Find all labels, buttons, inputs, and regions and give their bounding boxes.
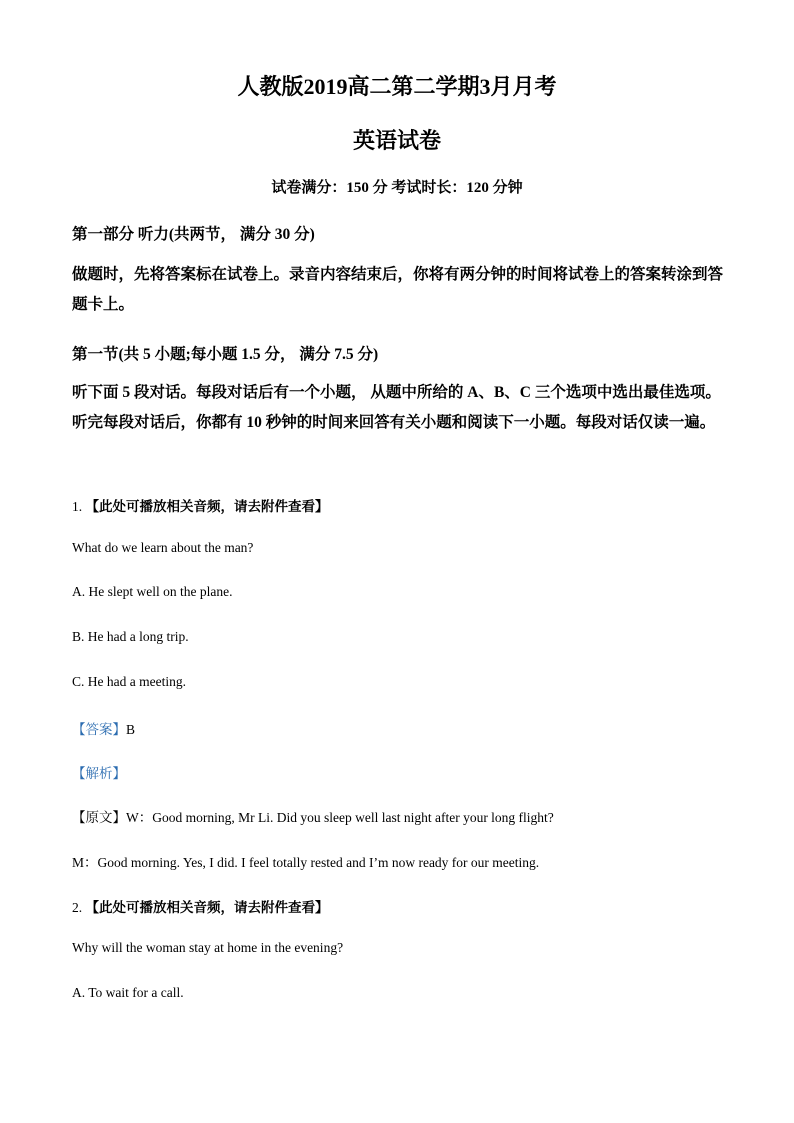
analysis-tag: 【解析】	[72, 766, 126, 781]
answer-value: B	[126, 722, 136, 737]
question-1-option-a: A. He slept well on the plane.	[72, 584, 233, 599]
question-2-option-a: A. To wait for a call.	[72, 985, 184, 1000]
question-1-option-c: C. He had a meeting.	[72, 674, 186, 689]
part-heading: 第一部分 听力(共两节， 满分 30 分)	[72, 226, 315, 243]
section-instruction: 听下面 5 段对话。每段对话后有一个小题， 从题中所给的 A、B、C 三个选项中选出最佳选项。听完每段对话后，你都有 10 秒钟的时间来回答有关小题和阅读下一小题。每段对话仅读一遍。	[72, 384, 721, 431]
question-1-analysis	[72, 762, 732, 782]
question-2-header	[72, 896, 732, 916]
audio-note: 【此处可播放相关音频，请去附件查看】	[85, 499, 329, 514]
exam-meta: 试卷满分：150 分 考试时长：120 分钟	[271, 180, 523, 196]
answer-tag: 【答案】	[72, 722, 126, 737]
question-1-original-m: M：Good morning. Yes, I did. I feel totally rested and I’m now ready for our meeting.	[72, 855, 540, 870]
original-w-text: W：Good morning, Mr Li. Did you sleep well last night after your long flight?	[126, 810, 554, 825]
question-number: 2.	[72, 900, 83, 915]
question-1-header	[72, 495, 732, 515]
question-2-text: Why will the woman stay at home in the evening?	[72, 940, 344, 955]
question-1-option-b: B. He had a long trip.	[72, 629, 189, 644]
question-number: 1.	[72, 499, 83, 514]
original-tag: 【原文】	[72, 810, 126, 825]
exam-subtitle: 英语试卷	[352, 128, 441, 153]
section-heading: 第一节(共 5 小题;每小题 1.5 分， 满分 7.5 分)	[72, 346, 379, 363]
question-1-text: What do we learn about the man?	[72, 540, 254, 555]
question-1-answer	[72, 718, 732, 738]
listening-instruction: 做题时，先将答案标在试卷上。录音内容结束后，你将有两分钟的时间将试卷上的答案转涂到答题卡上。	[72, 266, 724, 313]
audio-note: 【此处可播放相关音频，请去附件查看】	[85, 900, 329, 915]
question-1-original-w	[72, 806, 732, 826]
exam-title: 人教版2019高二第二学期3月月考	[237, 74, 557, 99]
